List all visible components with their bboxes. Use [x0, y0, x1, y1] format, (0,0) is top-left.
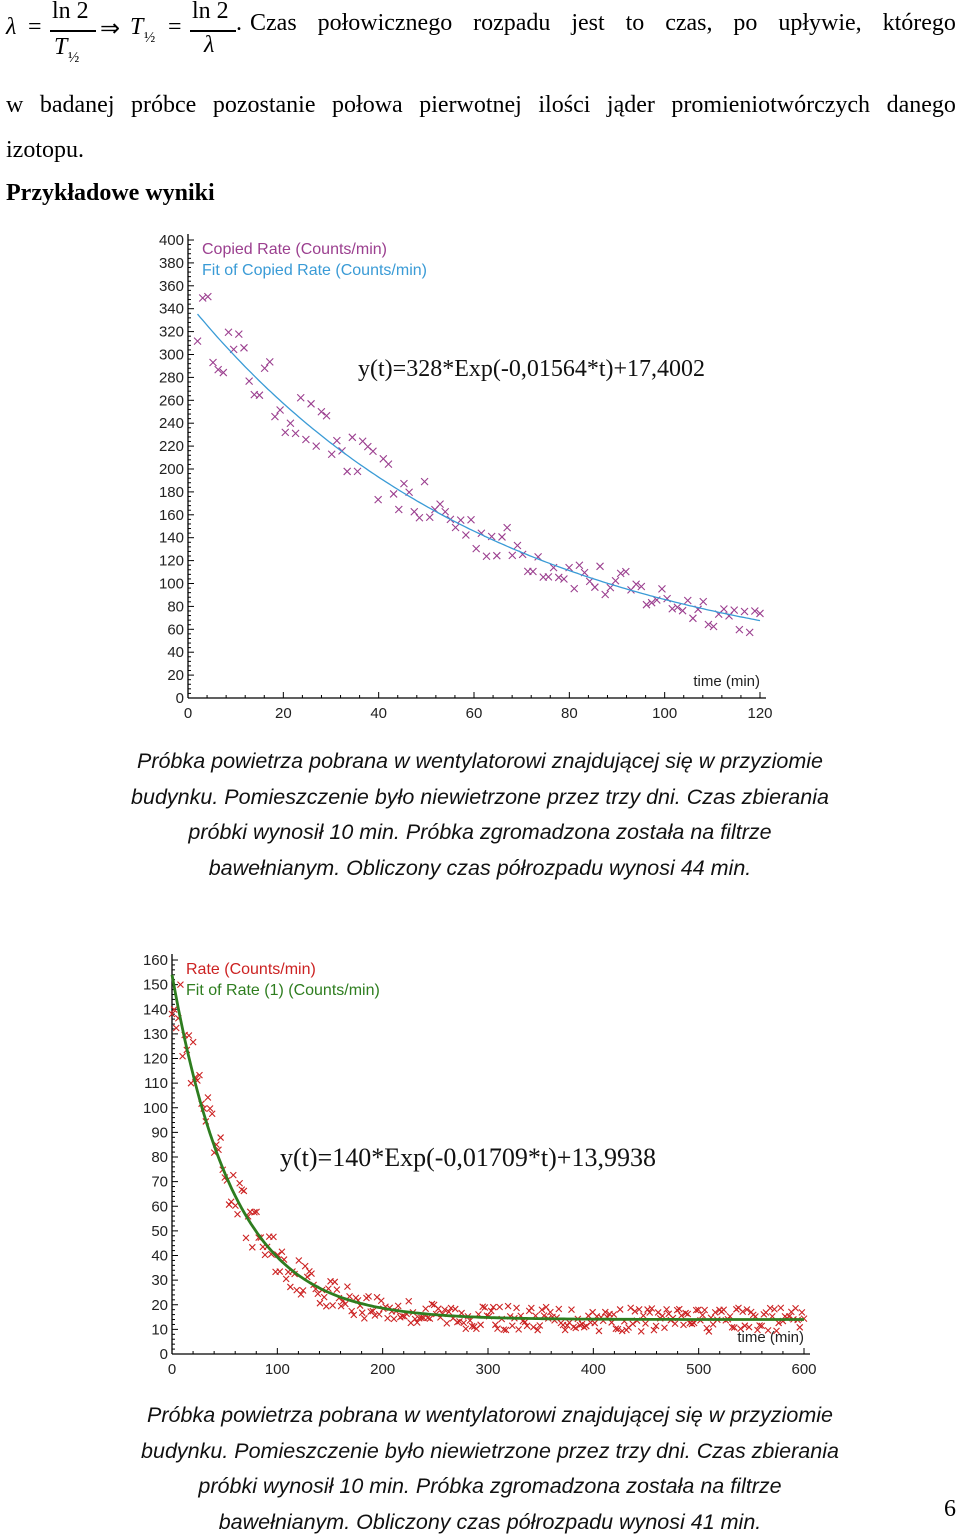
data-point	[741, 608, 748, 615]
data-point	[463, 1326, 469, 1332]
formula-equals: =	[28, 14, 42, 41]
x-tick-label: 80	[561, 705, 578, 722]
data-point	[421, 478, 428, 485]
data-point	[173, 1025, 179, 1031]
data-point	[592, 1320, 598, 1326]
intro-word: którego	[883, 10, 956, 37]
data-point	[689, 1321, 695, 1327]
chart-copied-rate	[140, 228, 790, 726]
x-tick-label: 60	[466, 705, 483, 722]
caption-2-line: Próbka powietrza pobrana w wentylatorowi znajdującej się w przyziomie	[70, 1398, 910, 1434]
legend-entry: Fit of Rate (1) (Counts/min)	[186, 982, 380, 999]
intro-word: ilości	[538, 92, 590, 119]
data-point	[256, 392, 263, 399]
data-point	[297, 394, 304, 401]
x-tick-label: 200	[370, 1361, 395, 1378]
data-point	[497, 1304, 503, 1310]
data-point	[375, 496, 382, 503]
y-tick-label: 100	[143, 1100, 168, 1117]
data-point	[612, 577, 619, 584]
data-point	[498, 533, 505, 540]
data-point	[406, 1298, 412, 1304]
data-point	[642, 1320, 648, 1326]
data-point	[266, 358, 273, 365]
data-point	[416, 514, 423, 521]
data-point	[369, 448, 376, 455]
intro-word: pozostanie	[213, 92, 316, 119]
data-point	[478, 1322, 484, 1328]
chart-rate	[120, 938, 830, 1388]
data-point	[323, 1303, 329, 1309]
data-point	[630, 1321, 636, 1327]
data-point	[334, 1287, 340, 1293]
data-point	[602, 591, 609, 598]
data-point	[378, 1298, 384, 1304]
data-point	[596, 1328, 602, 1334]
y-tick-label: 380	[159, 255, 184, 272]
data-point	[262, 1252, 268, 1258]
data-point	[344, 1284, 350, 1290]
y-tick-label: 320	[159, 324, 184, 341]
fraction-bar	[50, 30, 96, 32]
intro-word: danego	[887, 92, 956, 119]
y-tick-label: 240	[159, 415, 184, 432]
intro-word: Czas	[250, 10, 297, 37]
legend-entry: Fit of Copied Rate (Counts/min)	[202, 262, 427, 279]
formula-period: .	[236, 10, 242, 37]
y-tick-label: 360	[159, 278, 184, 295]
data-point	[493, 552, 500, 559]
data-point	[700, 1312, 706, 1318]
data-point	[209, 1111, 215, 1117]
data-point	[435, 1306, 441, 1312]
data-point	[617, 570, 624, 577]
data-point	[205, 1095, 211, 1101]
data-point	[659, 1313, 665, 1319]
data-point	[452, 524, 459, 531]
data-point	[241, 1188, 247, 1194]
legend-entry: Copied Rate (Counts/min)	[202, 241, 387, 258]
data-point	[349, 434, 356, 441]
data-point	[330, 1302, 336, 1308]
data-point	[672, 1321, 678, 1327]
data-point	[799, 1309, 805, 1315]
x-tick-label: 600	[791, 1361, 816, 1378]
caption-1-line: budynku. Pomieszczenie było niewietrzone przez trzy dni. Czas zbierania	[60, 780, 900, 816]
data-point	[516, 1326, 522, 1332]
legend-entry: Rate (Counts/min)	[186, 961, 316, 978]
data-point	[188, 1080, 194, 1086]
x-tick-label: 100	[265, 1361, 290, 1378]
data-point	[576, 562, 583, 569]
x-tick-label: 100	[652, 705, 677, 722]
data-point	[292, 430, 299, 437]
x-axis-label: time (min)	[737, 1329, 804, 1346]
y-tick-label: 60	[167, 621, 184, 638]
intro-word: czas,	[665, 10, 712, 37]
y-tick-label: 120	[159, 553, 184, 570]
caption-1-line: Próbka powietrza pobrana w wentylatorowi znajdującej się w przyziomie	[60, 744, 900, 780]
y-tick-label: 0	[160, 1346, 168, 1363]
caption-2-line: budynku. Pomieszczenie było niewietrzone przez trzy dni. Czas zbierania	[70, 1434, 910, 1470]
data-point	[271, 413, 278, 420]
data-point	[702, 1307, 708, 1313]
y-tick-label: 110	[144, 1075, 168, 1092]
x-tick-label: 300	[475, 1361, 500, 1378]
x-tick-label: 120	[747, 705, 772, 722]
data-point	[376, 1311, 382, 1317]
data-point	[277, 1269, 283, 1275]
formula-half-sub-2: ½	[144, 30, 155, 47]
caption-1	[60, 744, 900, 886]
data-point	[308, 400, 315, 407]
data-point	[225, 329, 232, 336]
data-point	[638, 1328, 644, 1334]
data-point	[400, 480, 407, 487]
y-tick-label: 70	[151, 1174, 168, 1191]
data-point	[186, 1032, 192, 1038]
section-heading: Przykładowe wyniki	[6, 180, 215, 207]
intro-word: rozpadu	[473, 10, 550, 37]
intro-word: upływie,	[778, 10, 861, 37]
fit-equation: y(t)=140*Exp(-0,01709*t)+13,9938	[280, 1143, 656, 1172]
data-point	[249, 1244, 255, 1250]
data-point	[591, 584, 598, 591]
data-point	[204, 293, 211, 300]
data-point	[674, 1307, 680, 1313]
data-point	[704, 1325, 710, 1331]
data-point	[767, 1305, 773, 1311]
y-tick-label: 280	[159, 369, 184, 386]
data-point	[509, 552, 516, 559]
y-tick-label: 140	[143, 1001, 168, 1018]
data-point	[571, 585, 578, 592]
data-point	[617, 1306, 623, 1312]
data-point	[344, 468, 351, 475]
data-point	[240, 344, 247, 351]
data-point	[746, 629, 753, 636]
data-point	[296, 1257, 302, 1263]
half-life-formula	[6, 0, 246, 80]
data-point	[277, 406, 284, 413]
intro-line-1	[250, 10, 956, 37]
data-point	[530, 1324, 536, 1330]
y-tick-label: 0	[176, 690, 184, 707]
data-point	[669, 605, 676, 612]
data-point	[655, 1309, 661, 1315]
intro-word: to	[626, 10, 645, 37]
y-tick-label: 220	[159, 438, 184, 455]
data-point	[395, 506, 402, 513]
data-point	[333, 437, 340, 444]
y-tick-label: 200	[159, 461, 184, 478]
intro-word: badanej	[40, 92, 115, 119]
fit-equation: y(t)=328*Exp(-0,01564*t)+17,4002	[358, 356, 705, 382]
data-point	[423, 1306, 429, 1312]
formula-lambda-denominator: λ	[204, 32, 214, 59]
page-number: 6	[944, 1496, 956, 1523]
caption-1-line: próbki wynosił 10 min. Próbka zgromadzona została na filtrze	[60, 815, 900, 851]
x-axis-label: time (min)	[693, 673, 760, 690]
data-point	[426, 514, 433, 521]
intro-word: w	[6, 92, 23, 119]
data-point	[514, 1305, 520, 1311]
formula-ln2-top-2: ln 2	[192, 0, 229, 25]
data-point	[545, 573, 552, 580]
data-point	[528, 1305, 534, 1311]
data-point	[483, 553, 490, 560]
data-point	[317, 1300, 323, 1306]
data-point	[640, 1313, 646, 1319]
data-point	[235, 1211, 241, 1217]
data-point	[302, 1263, 308, 1269]
x-tick-label: 20	[275, 705, 292, 722]
data-point	[771, 1306, 777, 1312]
data-point	[444, 1320, 450, 1326]
data-point	[235, 331, 242, 338]
data-point	[473, 545, 480, 552]
y-tick-label: 100	[159, 576, 184, 593]
y-tick-label: 260	[159, 392, 184, 409]
data-point	[270, 1234, 276, 1240]
y-tick-label: 40	[167, 644, 184, 661]
data-point	[509, 1323, 515, 1329]
data-point	[452, 1306, 458, 1312]
data-point	[661, 1325, 667, 1331]
caption-2-line: bawełnianym. Obliczony czas półrozpadu wynosi 41 min.	[70, 1505, 910, 1540]
data-point	[180, 1053, 186, 1059]
intro-word: po	[733, 10, 757, 37]
data-point	[411, 508, 418, 515]
x-tick-label: 0	[168, 1361, 176, 1378]
data-point	[385, 1315, 391, 1321]
data-point	[689, 615, 696, 622]
data-point	[611, 1311, 617, 1317]
formula-lambda: λ	[6, 14, 16, 41]
y-tick-label: 60	[151, 1198, 168, 1215]
data-point	[427, 1316, 433, 1322]
intro-line-2	[6, 92, 956, 119]
data-point	[332, 1279, 338, 1285]
data-point	[239, 1187, 245, 1193]
data-point	[504, 524, 511, 531]
y-tick-label: 50	[151, 1223, 168, 1240]
y-tick-label: 160	[159, 507, 184, 524]
data-point	[676, 1306, 682, 1312]
data-point	[261, 365, 268, 372]
caption-1-line: bawełnianym. Obliczony czas półrozpadu wynosi 44 min.	[60, 851, 900, 887]
intro-word: połowa	[332, 92, 403, 119]
intro-word: promieniotwórczych	[671, 92, 870, 119]
data-point	[354, 468, 361, 475]
caption-2	[70, 1398, 910, 1540]
data-point	[313, 443, 320, 450]
data-point	[437, 501, 444, 508]
data-point	[287, 1284, 293, 1290]
x-tick-label: 400	[581, 1361, 606, 1378]
data-point	[457, 517, 464, 524]
data-point	[210, 359, 217, 366]
data-point	[454, 1319, 460, 1325]
x-tick-label: 40	[370, 705, 387, 722]
data-point	[685, 1311, 691, 1317]
data-point	[328, 451, 335, 458]
y-tick-label: 400	[159, 232, 184, 249]
data-point	[283, 1276, 289, 1282]
data-point	[395, 1303, 401, 1309]
data-point	[700, 598, 707, 605]
formula-equals-2: =	[168, 14, 182, 41]
y-tick-label: 20	[151, 1297, 168, 1314]
data-point	[556, 1306, 562, 1312]
data-point	[658, 585, 665, 592]
data-point	[287, 420, 294, 427]
data-point	[597, 563, 604, 570]
data-point	[720, 606, 727, 613]
formula-ln2-top: ln 2	[52, 0, 89, 25]
data-point	[468, 516, 475, 523]
data-point	[218, 1135, 224, 1141]
y-tick-label: 340	[159, 301, 184, 318]
data-point	[514, 542, 521, 549]
formula-T: T	[130, 14, 143, 41]
data-point	[793, 1305, 799, 1311]
data-point	[282, 429, 289, 436]
data-point	[505, 1303, 511, 1309]
intro-word: jąder	[607, 92, 655, 119]
y-tick-label: 150	[143, 977, 168, 994]
data-point	[243, 1235, 249, 1241]
y-tick-label: 10	[151, 1321, 168, 1338]
data-point	[302, 436, 309, 443]
caption-2-line: próbki wynosił 10 min. Próbka zgromadzona została na filtrze	[70, 1469, 910, 1505]
data-point	[568, 1307, 574, 1313]
formula-half-sub: ½	[68, 50, 79, 67]
data-point	[778, 1305, 784, 1311]
y-tick-label: 30	[151, 1272, 168, 1289]
data-point	[237, 1180, 243, 1186]
data-point	[321, 1294, 327, 1300]
data-point	[706, 1328, 712, 1334]
data-point	[199, 294, 206, 301]
data-point	[190, 1039, 196, 1045]
data-point	[177, 982, 183, 988]
data-point	[207, 1106, 213, 1112]
y-tick-label: 140	[159, 530, 184, 547]
data-point	[555, 574, 562, 581]
data-point	[571, 1324, 577, 1330]
y-tick-label: 160	[143, 952, 168, 969]
y-tick-label: 180	[159, 484, 184, 501]
data-point	[731, 607, 738, 614]
data-point	[366, 1293, 372, 1299]
x-tick-label: 500	[686, 1361, 711, 1378]
data-point	[442, 508, 449, 515]
data-point	[691, 1320, 697, 1326]
data-point	[529, 568, 536, 575]
data-point	[246, 378, 253, 385]
data-point	[279, 1249, 285, 1255]
x-tick-label: 0	[184, 705, 192, 722]
data-point	[194, 338, 201, 345]
data-point	[390, 490, 397, 497]
data-point	[230, 1172, 236, 1178]
intro-word: próbce	[131, 92, 196, 119]
y-tick-label: 90	[151, 1124, 168, 1141]
data-point	[622, 568, 629, 575]
data-point	[385, 461, 392, 468]
data-point	[318, 408, 325, 415]
y-tick-label: 80	[151, 1149, 168, 1166]
intro-word: połowicznego	[318, 10, 453, 37]
data-point	[462, 531, 469, 538]
data-point	[721, 1307, 727, 1313]
data-point	[736, 626, 743, 633]
intro-line-3: izotopu.	[6, 137, 84, 164]
data-point	[645, 1307, 651, 1313]
y-tick-label: 40	[151, 1248, 168, 1265]
y-tick-label: 20	[167, 667, 184, 684]
formula-implies: ⇒	[100, 14, 120, 43]
y-tick-label: 120	[143, 1051, 168, 1068]
intro-word: jest	[571, 10, 604, 37]
data-point	[323, 412, 330, 419]
formula-T-denominator: T	[54, 34, 67, 61]
data-point	[232, 1203, 238, 1209]
y-tick-label: 130	[143, 1026, 168, 1043]
data-point	[560, 576, 567, 583]
data-point	[681, 1322, 687, 1328]
data-point	[391, 1316, 397, 1322]
y-tick-label: 300	[159, 347, 184, 364]
data-point	[361, 1315, 367, 1321]
y-tick-label: 80	[167, 598, 184, 615]
data-point	[425, 1315, 431, 1321]
intro-word: pierwotnej	[419, 92, 522, 119]
data-point	[309, 1271, 315, 1277]
data-point	[359, 1310, 365, 1316]
data-point	[684, 597, 691, 604]
